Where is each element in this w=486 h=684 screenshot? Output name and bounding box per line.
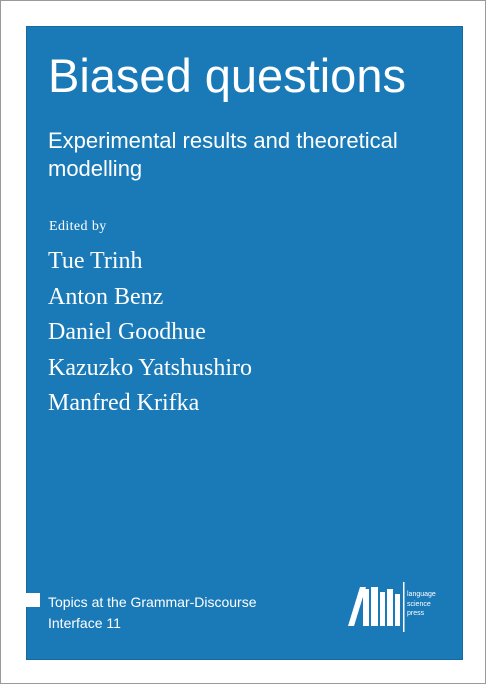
editor-name: Kazuzko Yatshushiro bbox=[48, 354, 252, 381]
book-title: Biased questions bbox=[48, 49, 406, 102]
series-line-1: Topics at the Grammar-Discourse bbox=[48, 594, 257, 610]
series-line-2: Interface 11 bbox=[48, 615, 121, 631]
editor-name: Anton Benz bbox=[48, 283, 164, 310]
book-subtitle: Experimental results and theoretical modelling bbox=[48, 128, 398, 181]
editor-name: Manfred Krifka bbox=[48, 390, 200, 416]
publisher-line-3: press bbox=[407, 610, 425, 617]
edited-by-label: Edited by bbox=[49, 219, 107, 234]
series-title bbox=[48, 592, 257, 634]
editor-name: Daniel Goodhue bbox=[48, 319, 206, 345]
editor-name: Tue Trinh bbox=[48, 248, 143, 274]
editor-list bbox=[48, 244, 252, 422]
series-marker bbox=[26, 593, 40, 607]
publisher-line-1: language bbox=[407, 591, 436, 598]
publisher-name bbox=[407, 590, 436, 619]
publisher-line-2: science bbox=[407, 600, 431, 608]
